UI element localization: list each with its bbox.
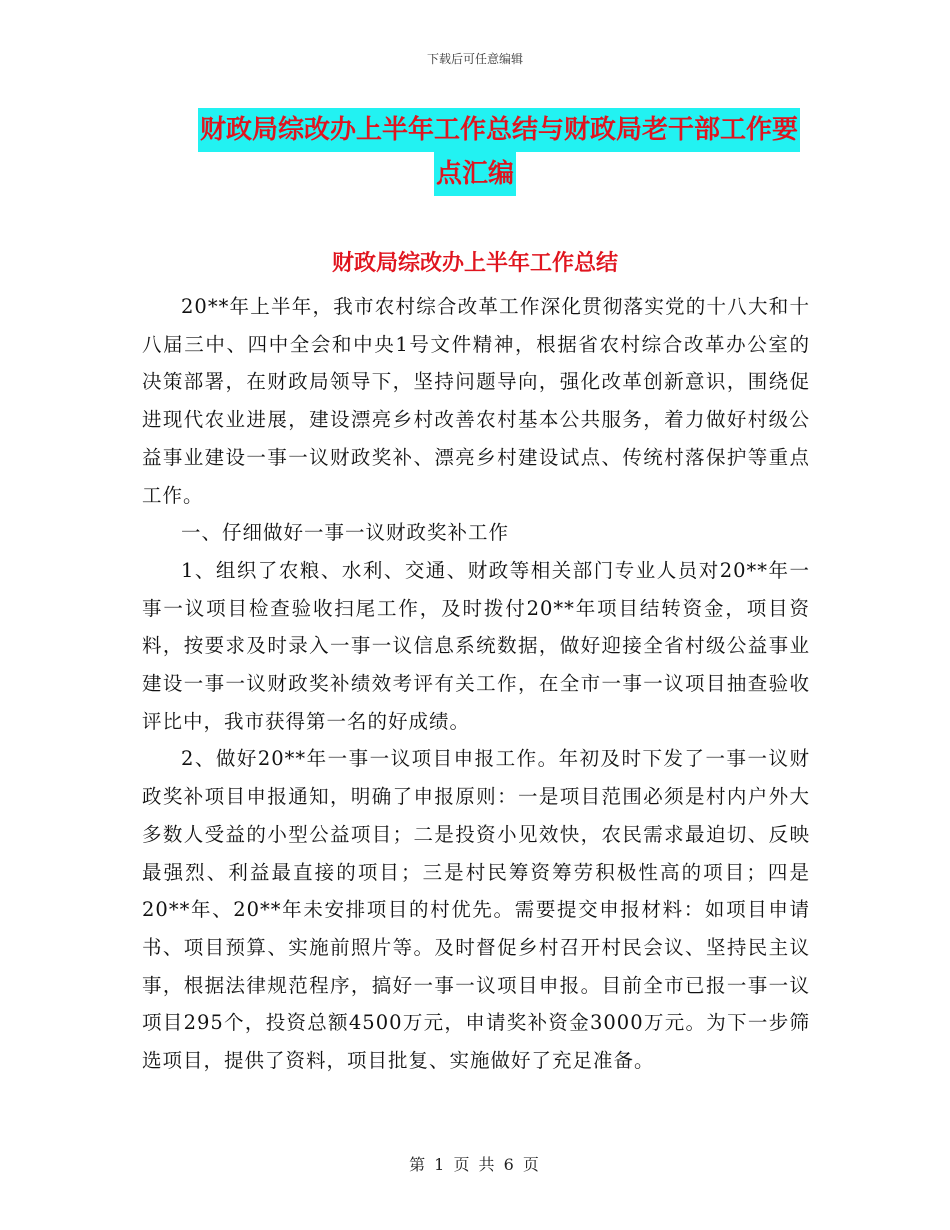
paragraph-item-2: 2、做好20**年一事一议项目申报工作。年初及时下发了一事一议财政奖补项目申报通知，明确了申报原则：一是项目范围必须是村内户外大多数人受益的小型公益项目；二是投资小见效快，农民需求最迫切、反映最强烈、利益最直接的项目；三是村民筹资筹劳积极性高的项目；四是20**年、20**年未安排项目的村优先。需要提交申报材料：如项目申请书、项目预算、实施前照片等。及时督促乡村召开村民会议、坚持民主议事，根据法律规范程序，搞好一事一议项目申报。目前全市已报一事一议项目295个，投资总额4500万元，申请奖补资金3000万元。为下一步筛选项目，提供了资料，项目批复、实施做好了充足准备。 [142,747,810,1073]
page-header-note: 下载后可任意编辑 [426,52,523,66]
paragraph-heading-1: 一、仔细做好一事一议财政奖补工作 [181,521,510,545]
document-title-line-1: 财政局综改办上半年工作总结与财政局老干部工作要 [198,108,800,152]
document-title-line-2: 点汇编 [434,152,516,196]
paragraph-intro: 20**年上半年，我市农村综合改革工作深化贯彻落实党的十八大和十八届三中、四中全会和中央1号文件精神，根据省农村综合改革办公室的决策部署，在财政局领导下，坚持问题导向，强化改革创新意识，围绕促进现代农业进展，建设漂亮乡村改善农村基本公共服务，着力做好村级公益事业建设一事一议财政奖补、漂亮乡村建设试点、传统村落保护等重点工作。 [142,295,810,507]
paragraph-item-1: 1、组织了农粮、水利、交通、财政等相关部门专业人员对20**年一事一议项目检查验收扫尾工作，及时拨付20**年项目结转资金，项目资料，按要求及时录入一事一议信息系统数据，做好迎接全省村级公益事业建设一事一议财政奖补绩效考评有关工作，在全市一事一议项目抽查验收评比中，我市获得第一名的好成绩。 [142,558,810,733]
page-footer-indicator: 第 1 页 共 6 页 [409,1155,541,1174]
document-body [142,288,810,1080]
section-title: 财政局综改办上半年工作总结 [331,251,618,276]
document-title [0,108,950,196]
